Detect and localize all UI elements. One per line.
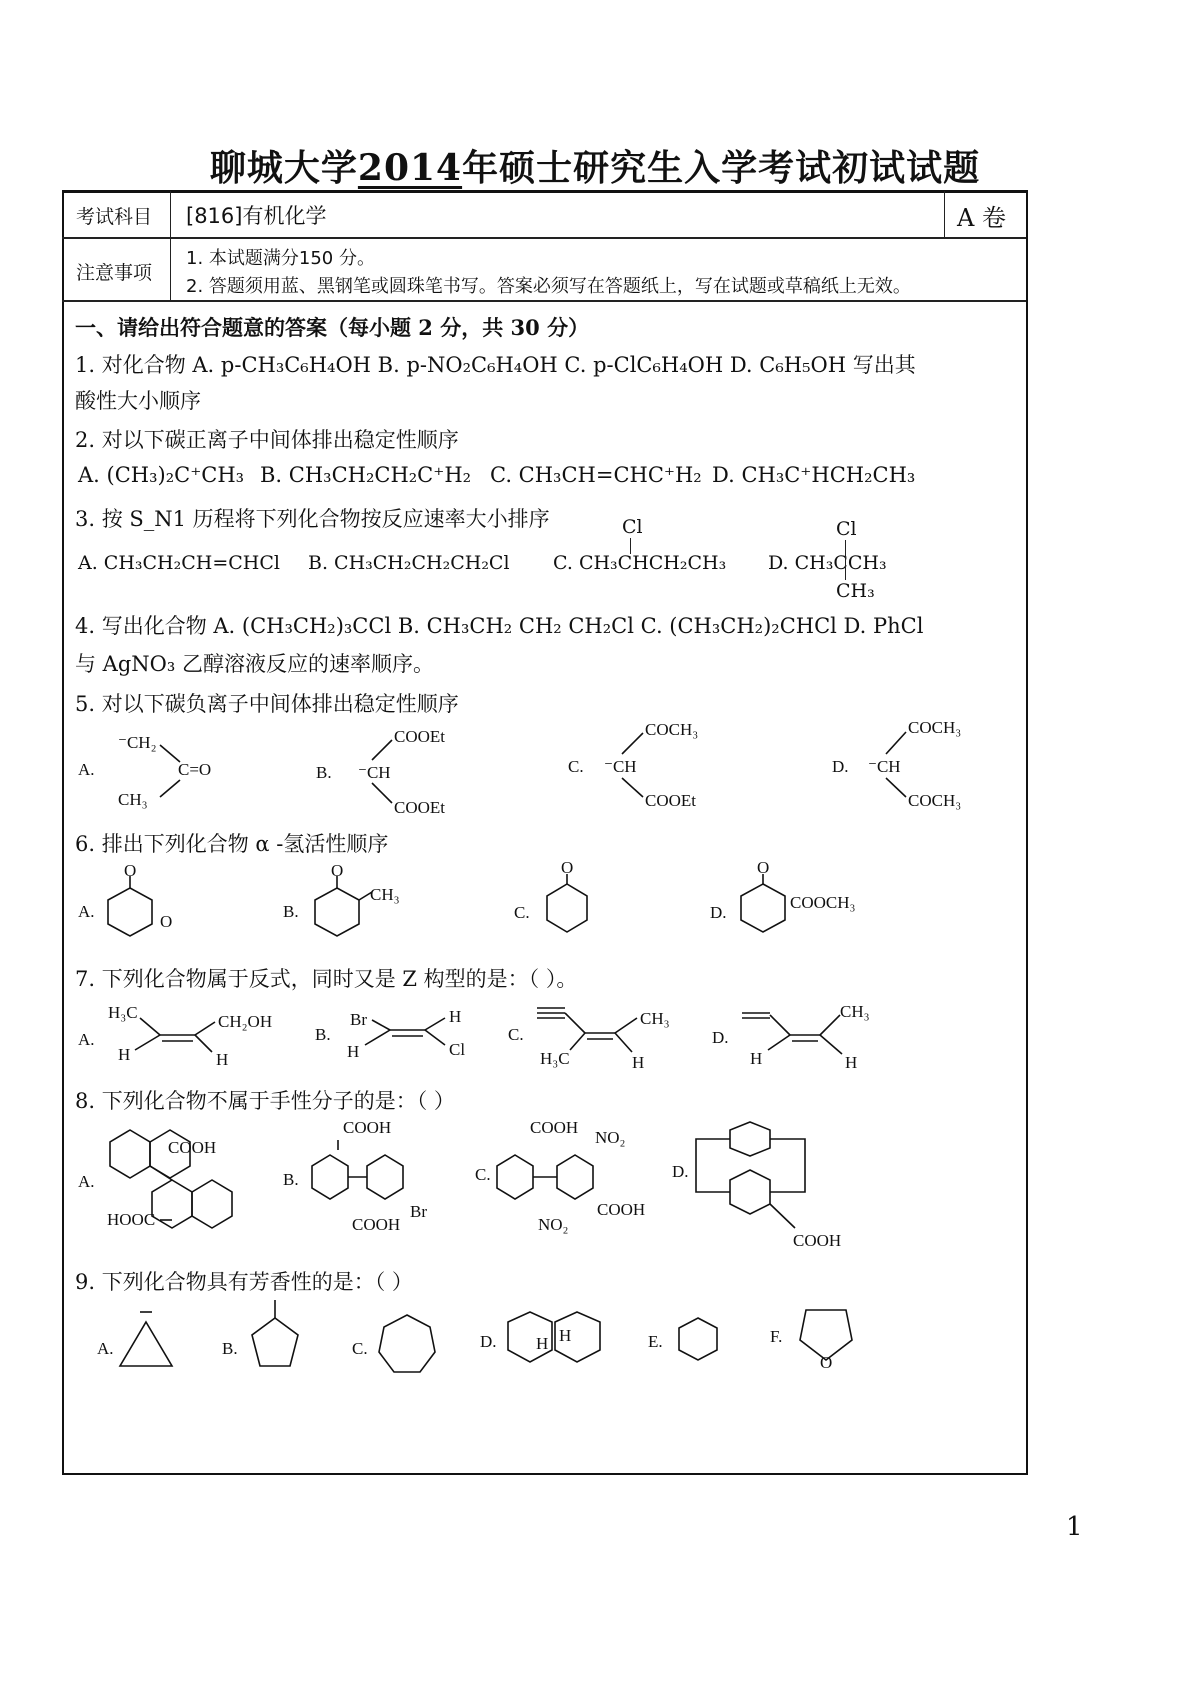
label: C.	[514, 903, 530, 922]
label: A.	[78, 1172, 95, 1191]
atom: H	[216, 1050, 229, 1069]
q4-text: 4. 写出化合物 A. (CH₃CH₂)₃CCl B. CH₃CH₂ CH₂ CH₂Cl C. (CH₃CH₂)₂CHCl D. PhCl	[75, 614, 924, 638]
atom: CH₂OH	[218, 1012, 273, 1031]
section-heading: 一、请给出符合题意的答案（每小题 2 分，共 30 分）	[75, 315, 590, 340]
label: A.	[78, 760, 95, 779]
q3-d-cl: Cl	[836, 518, 857, 540]
atom: H₃C	[540, 1049, 570, 1068]
atom: O	[757, 858, 770, 877]
q5-stem: 5. 对以下碳负离子中间体排出稳定性顺序	[75, 692, 459, 716]
atom: H	[845, 1053, 858, 1072]
label: A.	[78, 902, 95, 921]
q4-text-cont: 与 AgNO₃ 乙醇溶液反应的速率顺序。	[75, 652, 434, 676]
q3-stem: 3. 按 S_N1 历程将下列化合物按反应速率大小排序	[75, 507, 550, 531]
label: D.	[712, 1028, 729, 1047]
bond-line	[379, 1315, 435, 1372]
q8-stem: 8. 下列化合物不属于手性分子的是：（ ）	[75, 1089, 455, 1113]
atom: H	[118, 1045, 131, 1064]
q6-stem: 6. 排出下列化合物 α -氢活性顺序	[75, 832, 389, 856]
atom: ⁻CH	[358, 763, 391, 782]
q1-text-cont: 酸性大小顺序	[75, 389, 201, 413]
q9-stem: 9. 下列化合物具有芳香性的是：（ ）	[75, 1270, 413, 1294]
atom: COOH	[597, 1200, 646, 1219]
atom: ⁻CH	[604, 757, 637, 776]
atom: COOH	[343, 1118, 392, 1137]
q3-option-c: C. CH₃CHCH₂CH₃	[553, 552, 727, 574]
atom: COOCH₃	[790, 893, 856, 912]
label: B.	[315, 1025, 331, 1044]
atom: HOOC	[107, 1210, 156, 1229]
atom: O	[124, 861, 137, 880]
note-2: 2. 答题须用蓝、黑钢笔或圆珠笔书写。答案必须写在答题纸上，写在试题或草稿纸上无效。	[186, 276, 911, 297]
label: A.	[97, 1339, 114, 1358]
atom: O	[561, 858, 574, 877]
paper-version: A 卷	[957, 204, 1006, 232]
q2-stem: 2. 对以下碳正离子中间体排出稳定性顺序	[75, 428, 459, 452]
label: B.	[283, 1170, 299, 1189]
atom: COOH	[352, 1215, 401, 1234]
q2-option-b: B. CH₃CH₂CH₂C⁺H₂	[260, 463, 472, 487]
q3-option-a: A. CH₃CH₂CH=CHCl	[78, 552, 280, 574]
q3-d-ch3: CH₃	[836, 580, 875, 602]
atom: COOEt	[394, 798, 445, 817]
atom: COCH₃	[908, 718, 962, 737]
atom: O	[820, 1353, 833, 1372]
atom: O	[331, 861, 344, 880]
atom: ⁻CH	[868, 757, 901, 776]
label: D.	[480, 1332, 497, 1351]
label: D.	[672, 1162, 689, 1181]
label: C.	[475, 1165, 491, 1184]
atom: COCH₃	[645, 720, 699, 739]
label: C.	[508, 1025, 524, 1044]
atom: COOH	[793, 1231, 842, 1250]
atom: H	[559, 1326, 572, 1345]
subject-value: [816]有机化学	[186, 204, 327, 228]
q3-option-d: D. CH₃CCH₃	[768, 552, 887, 574]
atom: NO₂	[538, 1215, 569, 1234]
atom: CH₃	[118, 790, 148, 809]
atom: Cl	[449, 1040, 466, 1059]
label: E.	[648, 1332, 663, 1351]
label: F.	[770, 1327, 783, 1346]
atom: H	[750, 1049, 763, 1068]
atom: H	[347, 1042, 360, 1061]
label: B.	[222, 1339, 238, 1358]
q1-text: 1. 对化合物 A. p-CH₃C₆H₄OH B. p-NO₂C₆H₄OH C. p-ClC₆H₄OH D. C₆H₅OH 写出其	[75, 353, 916, 377]
atom: NO₂	[595, 1128, 626, 1147]
atom: COOH	[168, 1138, 217, 1157]
q2-option-c: C. CH₃CH=CHC⁺H₂	[490, 463, 702, 487]
q7-stem: 7. 下列化合物属于反式，同时又是 Z 构型的是：（ ）。	[75, 967, 578, 991]
atom: COOH	[530, 1118, 579, 1137]
label: D.	[832, 757, 849, 776]
atom: COOEt	[645, 791, 696, 810]
label: B.	[283, 902, 299, 921]
atom: COOEt	[394, 727, 445, 746]
label: B.	[316, 763, 332, 782]
atom: H	[632, 1053, 645, 1072]
atom: H	[449, 1007, 462, 1026]
q3-c-cl: Cl	[622, 516, 643, 538]
label: D.	[710, 903, 727, 922]
atom: CH₃	[840, 1002, 870, 1021]
atom: COCH₃	[908, 791, 962, 810]
atom: CH₃	[640, 1009, 670, 1028]
page-title: 聊城大学2014年硕士研究生入学考试初试试题	[209, 147, 981, 189]
atom: Br	[350, 1010, 367, 1029]
page-number: 1	[1066, 1512, 1083, 1542]
bond-line	[679, 1318, 717, 1360]
bond-line	[252, 1318, 298, 1366]
note-1: 1. 本试题满分150 分。	[186, 248, 375, 269]
atom: H	[536, 1334, 549, 1353]
atom: ⁻CH₂	[118, 733, 157, 752]
atom: H₃C	[108, 1003, 138, 1022]
label: C.	[568, 757, 584, 776]
q2-option-d: D. CH₃C⁺HCH₂CH₃	[712, 463, 916, 487]
q3-option-b: B. CH₃CH₂CH₂CH₂Cl	[308, 552, 510, 574]
atom: O	[160, 912, 173, 931]
label: C.	[352, 1339, 368, 1358]
q2-option-a: A. (CH₃)₂C⁺CH₃	[78, 463, 245, 487]
label: A.	[78, 1030, 95, 1049]
notes-label: 注意事项	[76, 262, 153, 284]
atom: Br	[410, 1202, 427, 1221]
atom: CH₃	[370, 885, 400, 904]
subject-label: 考试科目	[76, 206, 153, 228]
atom: C=O	[178, 760, 212, 779]
bond-line	[120, 1322, 172, 1366]
